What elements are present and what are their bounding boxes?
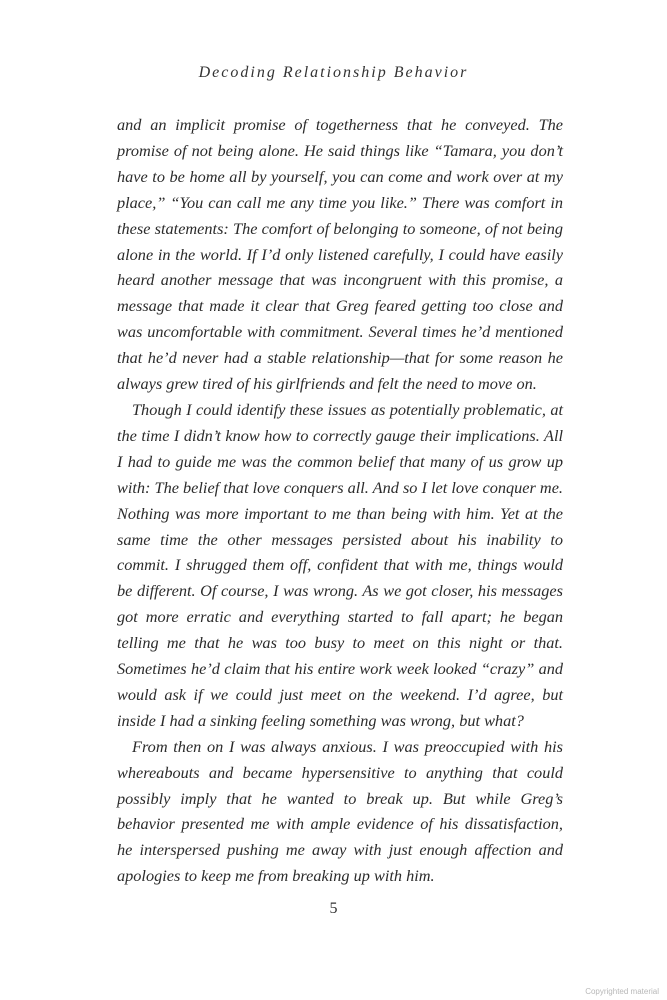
paragraph: Though I could identify these issues as potentially problematic, at the time I didn’t know how to correctly gauge their implications. All I had to guide me was the common belief that many of us grow up with: The belief that love conquers all. And so I let love conquer me. Nothing was more important to me than being with him. Yet at the same time the other messages persisted about his inability to commit. I shrugged them off, confident that with me, things would be different. Of course, I was wrong. As we got closer, his messages got more erratic and everything started to fall apart; he began telling me that he was too busy to meet on this night or that. Sometimes he’d claim that his entire work week looked “crazy” and would ask if we could just meet on the weekend. I’d agree, but inside I had a sinking feeling something was wrong, but what? [117,399,563,730]
running-head: Decoding Relationship Behavior [198,64,469,81]
paragraph: and an implicit promise of togetherness that he conveyed. The promise of not being alone. He said things like “Tamara, you don’t have to be home all by yourself, you can come and work over at my place,” “You can call me any time you like.” There was comfort in these statements: The comfort of belonging to someone, of not being alone in the world. If I’d only listened carefully, I could have easily heard another message that was incongruent with this promise, a message that made it clear that Greg feared getting too close and was uncomfortable with commitment. Several times he’d mentioned that he’d never had a stable relationship—that for some reason he always grew tired of his girlfriends and felt the need to move on. [117,115,563,394]
body-text [117,112,563,889]
copyright-watermark: Copyrighted material [585,987,659,996]
paragraph: From then on I was always anxious. I was preoccupied with his whereabouts and became hypersensitive to anything that could possibly imply that he wanted to break up. But while Greg’s behavior presented me with ample evidence of his dissatisfaction, he interspersed pushing me away with just enough affection and apologies to keep me from breaking up with him. [117,736,563,886]
page-number: 5 [329,900,338,917]
